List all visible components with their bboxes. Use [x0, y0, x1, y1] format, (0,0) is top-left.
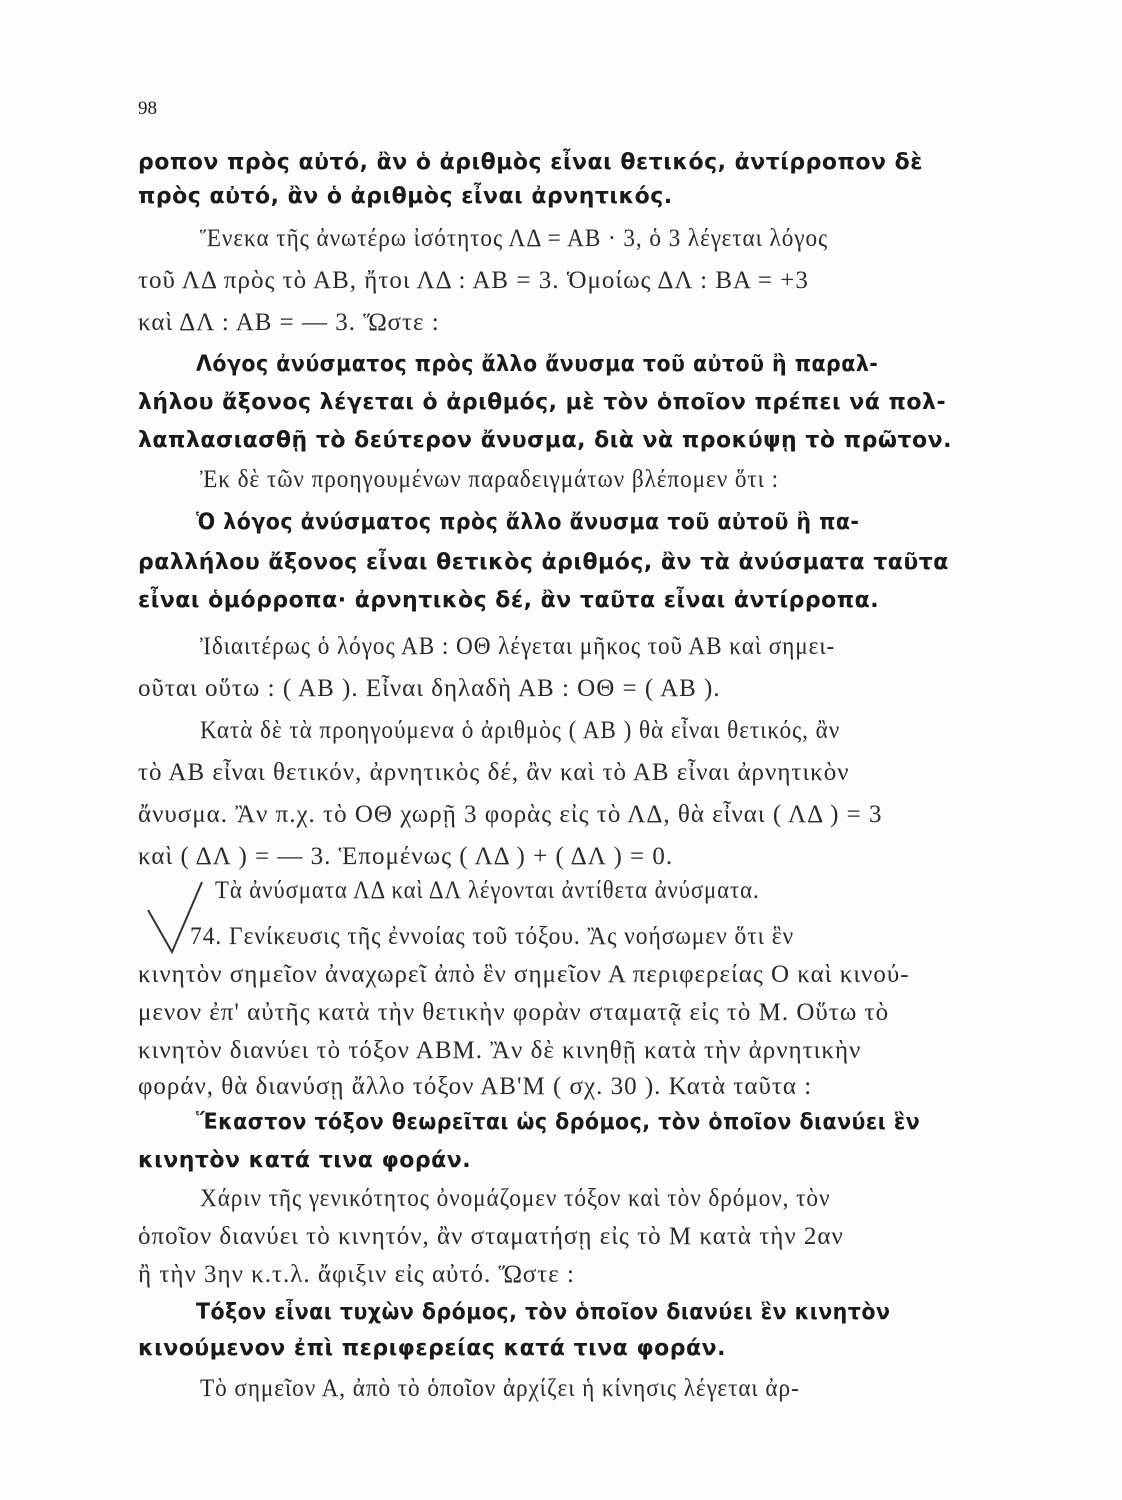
text-line: μενον ἐπ' αὐτῆς κατὰ τὴν θετικὴν φορὰν σταματᾷ εἰς τὸ Μ. Οὕτω τὸ — [138, 999, 890, 1026]
definition-line: Ἕκαστον τόξον θεωρεῖται ὡς δρόμος, τὸν ὁποῖον διανύει ἓν — [196, 1110, 921, 1135]
text-line: καὶ ΔΛ : ΑΒ = — 3. Ὥστε : — [138, 309, 440, 336]
theorem-line: εἶναι ὁμόρροπα· ἀρνητικὸς δέ, ἂν ταῦτα εἶναι ἀντίρροπα. — [138, 588, 880, 613]
section-heading-line: 74. Γενίκευσις τῆς ἐννοίας τοῦ τόξου. Ἂς νοήσωμεν ὅτι ἓν — [190, 923, 795, 950]
text-line: ἢ τὴν 3ην κ.τ.λ. ἄφιξιν εἰς αὐτό. Ὥστε : — [138, 1261, 575, 1288]
text-line: κινητὸν διανύει τὸ τόξον ΑΒΜ. Ἂν δὲ κινηθῇ κατὰ τὴν ἀρνητικὴν — [138, 1037, 862, 1064]
theorem-line: Ὁ λόγος ἀνύσματος πρὸς ἄλλο ἄνυσμα τοῦ αὐτοῦ ἢ πα- — [196, 510, 860, 535]
text-line: Ἕνεκα τῆς ἀνωτέρω ἰσότητος ΛΔ = ΑΒ · 3, ὁ 3 λέγεται λόγος — [200, 225, 829, 252]
text-line: καὶ ( ΔΛ ) = — 3. Ἑπομένως ( ΛΔ ) + ( ΔΛ ) = 0. — [138, 843, 674, 870]
text-line: ὁποῖον διανύει τὸ κινητόν, ἂν σταματήσῃ εἰς τὸ Μ κατὰ τὴν 2αν — [138, 1223, 844, 1250]
text-line: τὸ ΑΒ εἶναι θετικόν, ἀρνητικὸς δέ, ἂν καὶ τὸ ΑΒ εἶναι ἀρνητικὸν — [138, 759, 850, 786]
text-line: Χάριν τῆς γενικότητος ὀνομάζομεν τόξον καὶ τὸν δρόμον, τὸν — [200, 1185, 831, 1212]
text-line: ροπον πρὸς αὐτό, ἂν ὁ ἀριθμὸς εἶναι θετικός, ἀντίρροπον δὲ — [138, 150, 923, 175]
theorem-line: ραλλήλου ἄξονος εἶναι θετικὸς ἀριθμός, ἂν τὰ ἀνύσματα ταῦτα — [138, 550, 949, 575]
definition-line: Λόγος ἀνύσματος πρὸς ἄλλο ἄνυσμα τοῦ αὐτοῦ ἢ παραλ- — [196, 352, 879, 377]
text-line: φοράν, θὰ διανύσῃ ἄλλο τόξον ΑΒ'Μ ( σχ. 30 ). Κατὰ ταῦτα : — [138, 1073, 813, 1100]
definition-line: λήλου ἄξονος λέγεται ὁ ἀριθμός, μὲ τὸν ὁποῖον πρέπει νά πολ- — [138, 390, 947, 415]
definition-line: λαπλασιασθῇ τὸ δεύτερον ἄνυσμα, διὰ νὰ προκύψῃ τὸ πρῶτον. — [138, 428, 952, 453]
definition-line: κινούμενον ἐπὶ περιφερείας κατά τινα φοράν. — [138, 1336, 726, 1361]
text-line: Ἰδιαιτέρως ὁ λόγος ΑΒ : ΟΘ λέγεται μῆκος τοῦ ΑΒ καὶ σημει- — [200, 633, 836, 660]
text-line: κινητὸν σημεῖον ἀναχωρεῖ ἀπὸ ἓν σημεῖον Α περιφερείας Ο καὶ κινού- — [138, 961, 910, 988]
definition-line: Τόξον εἶναι τυχὼν δρόμος, τὸν ὁποῖον διανύει ἓν κινητὸν — [196, 1300, 891, 1325]
text-line: Τὰ ἀνύσματα ΛΔ καὶ ΔΛ λέγονται ἀντίθετα ἀνύσματα. — [215, 877, 760, 904]
text-line: τοῦ ΛΔ πρὸς τὸ ΑΒ, ἤτοι ΛΔ : ΑΒ = 3. Ὁμοίως ΔΛ : ΒΑ = +3 — [138, 267, 809, 294]
text-line: Ἐκ δὲ τῶν προηγουμένων παραδειγμάτων βλέπομεν ὅτι : — [200, 466, 779, 493]
text-line: Τὸ σημεῖον Α, ἀπὸ τὸ ὁποῖον ἀρχίζει ἡ κίνησις λέγεται ἀρ- — [200, 1375, 800, 1402]
text-line: ἄνυσμα. Ἂν π.χ. τὸ ΟΘ χωρῇ 3 φορὰς εἰς τὸ ΛΔ, θὰ εἶναι ( ΛΔ ) = 3 — [138, 801, 883, 828]
text-line: Κατὰ δὲ τὰ προηγούμενα ὁ ἀριθμὸς ( ΑΒ ) θὰ εἶναι θετικός, ἂν — [200, 717, 841, 744]
definition-line: κινητὸν κατά τινα φοράν. — [138, 1148, 472, 1173]
text-line: οῦται οὕτω : ( ΑΒ ). Εἶναι δηλαδὴ ΑΒ : ΟΘ = ( ΑΒ ). — [138, 675, 721, 702]
text-line: πρὸς αὐτό, ἂν ὁ ἀριθμὸς εἶναι ἀρνητικός. — [138, 184, 673, 209]
page-number: 98 — [138, 98, 157, 119]
